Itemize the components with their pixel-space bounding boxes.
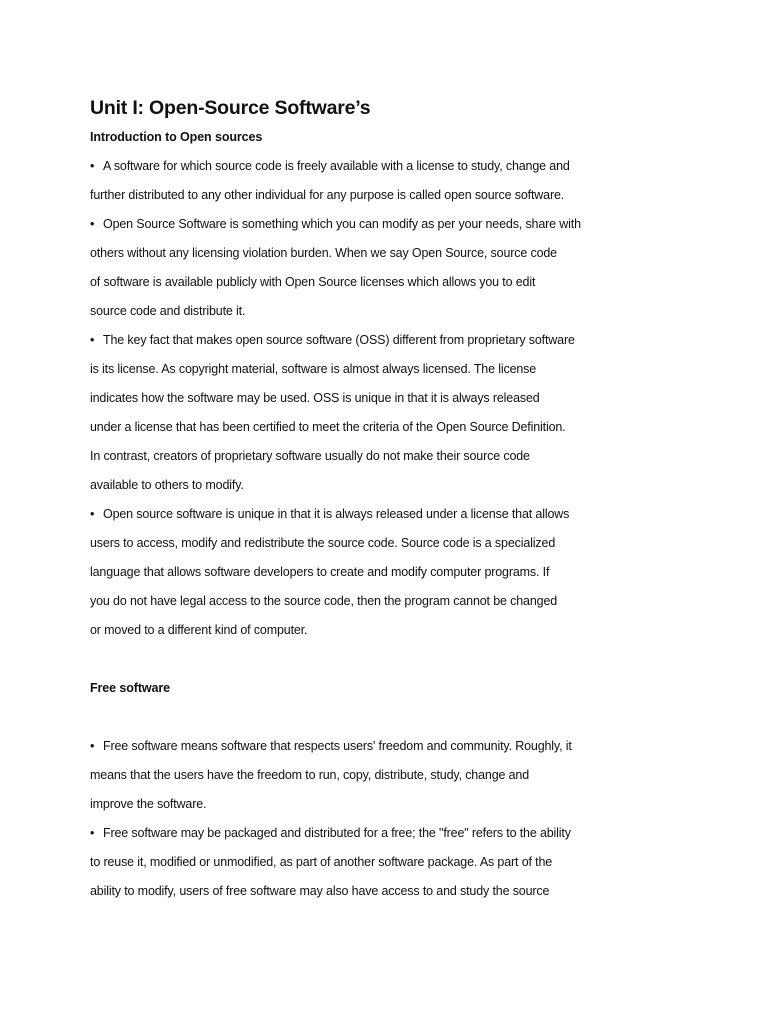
section-heading: Free software — [90, 681, 170, 695]
paragraph-line: users to access, modify and redistribute the source code. Source code is a specialized — [90, 536, 556, 550]
paragraph-line: to reuse it, modified or unmodified, as part of another software package. As part of the — [90, 855, 553, 869]
document-title: Unit I: Open-Source Software’s — [90, 97, 371, 119]
paragraph-line: others without any licensing violation burden. When we say Open Source, source code — [90, 246, 557, 260]
bullet-paragraph — [90, 732, 610, 819]
bullet-paragraph — [90, 326, 610, 500]
heading-spacer — [90, 703, 610, 732]
bullet-paragraph — [90, 152, 610, 210]
paragraph-line: under a license that has been certified to meet the criteria of the Open Source Definition. — [90, 420, 566, 434]
paragraph-line: • Open source software is unique in that it is always released under a license that allows — [90, 500, 610, 529]
section-introduction — [90, 123, 610, 645]
bullet-icon: • — [90, 826, 95, 840]
paragraph-line: language that allows software developers to create and modify computer programs. If — [90, 565, 550, 579]
section-free-software — [90, 674, 610, 906]
paragraph-line: indicates how the software may be used. OSS is unique in that it is always released — [90, 391, 540, 405]
section-heading: Introduction to Open sources — [90, 130, 263, 144]
paragraph-line: In contrast, creators of proprietary software usually do not make their source code — [90, 449, 530, 463]
paragraph-line: further distributed to any other individual for any purpose is called open source software. — [90, 188, 565, 202]
document-content — [90, 93, 610, 906]
paragraph-line: • Free software means software that respects users' freedom and community. Roughly, it — [90, 732, 610, 761]
paragraph-line: • The key fact that makes open source software (OSS) different from proprietary software — [90, 326, 610, 355]
section-spacer — [90, 645, 610, 674]
bullet-icon: • — [90, 333, 95, 347]
bullet-paragraph — [90, 500, 610, 645]
paragraph-line: available to others to modify. — [90, 478, 244, 492]
paragraph-line: of software is available publicly with Open Source licenses which allows you to edit — [90, 275, 536, 289]
paragraph-line: you do not have legal access to the source code, then the program cannot be changed — [90, 594, 558, 608]
bullet-icon: • — [90, 217, 95, 231]
paragraph-line: • Free software may be packaged and distributed for a free; the "free" refers to the ability — [90, 819, 610, 848]
paragraph-line: ability to modify, users of free software may also have access to and study the source — [90, 884, 550, 898]
paragraph-line: means that the users have the freedom to run, copy, distribute, study, change and — [90, 768, 530, 782]
paragraph-line: • A software for which source code is freely available with a license to study, change and — [90, 152, 610, 181]
paragraph-line: source code and distribute it. — [90, 304, 246, 318]
bullet-paragraph — [90, 210, 610, 326]
paragraph-line: improve the software. — [90, 797, 207, 811]
paragraph-line: is its license. As copyright material, software is almost always licensed. The license — [90, 362, 537, 376]
bullet-icon: • — [90, 739, 95, 753]
bullet-paragraph — [90, 819, 610, 906]
paragraph-line: or moved to a different kind of computer. — [90, 623, 308, 637]
bullet-icon: • — [90, 507, 95, 521]
paragraph-line: • Open Source Software is something which you can modify as per your needs, share with — [90, 210, 610, 239]
bullet-icon: • — [90, 159, 95, 173]
